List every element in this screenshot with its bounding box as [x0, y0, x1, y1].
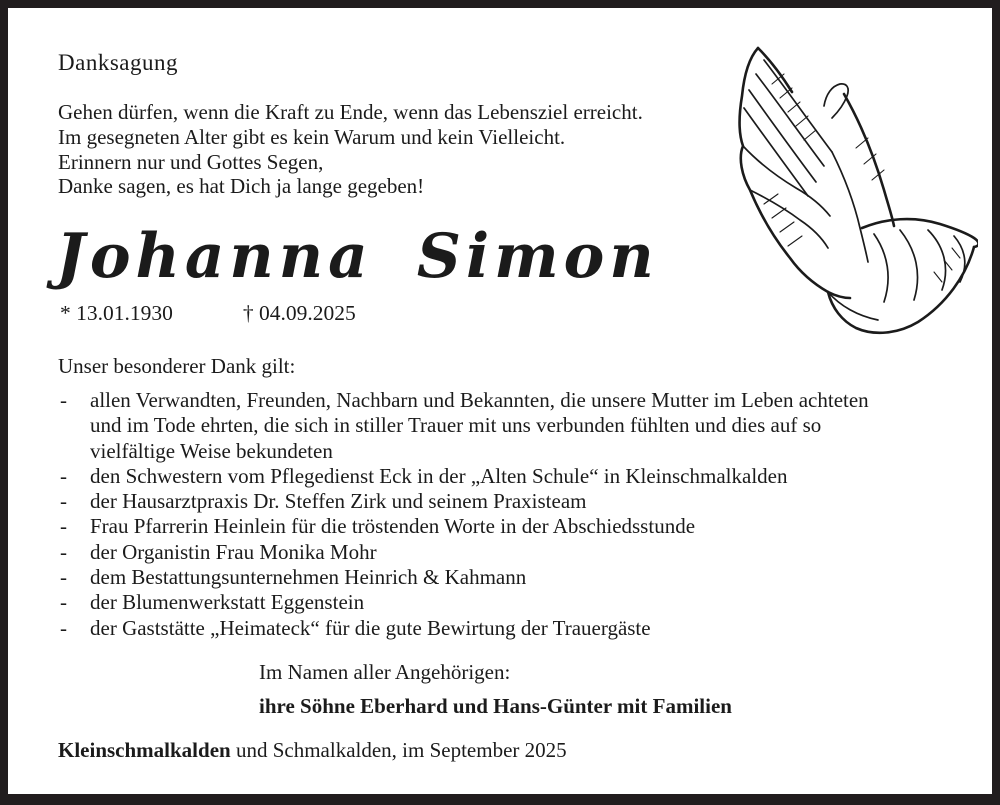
praying-hands-illustration: [716, 32, 978, 344]
thanks-item-text: der Hausarztpraxis Dr. Steffen Zirk und seinem Praxisteam: [90, 489, 587, 514]
life-dates: [60, 301, 356, 326]
in-names-of: Im Namen aller Angehörigen:: [259, 660, 511, 684]
notice-title: Danksagung: [58, 50, 178, 75]
dash-bullet: -: [60, 463, 67, 488]
dash-bullet: -: [60, 489, 67, 514]
thanks-item-text: Frau Pfarrerin Heinlein für die tröstenden Worte in der Abschiedsstunde: [90, 514, 696, 539]
thanks-item: [58, 489, 900, 514]
thanks-item-text: dem Bestattungsunternehmen Heinrich & Kahmann: [90, 565, 527, 590]
footer-location-date: [58, 738, 567, 763]
dash-bullet: -: [60, 590, 67, 615]
thanks-item: [58, 464, 900, 489]
thanks-item: [58, 565, 900, 590]
thanks-item-text: allen Verwandten, Freunden, Nachbarn und Bekannten, die unsere Mutter im Leben achteten und im Tode ehrten, die sich in stiller Trauer mit uns verbunden fühlten und dies auf so vielfältige Weise bekundeten: [90, 388, 869, 463]
thanks-item-text: der Blumenwerkstatt Eggenstein: [90, 590, 365, 615]
thanks-item: [58, 388, 900, 464]
dash-bullet: -: [60, 388, 67, 412]
death-date: † 04.09.2025: [242, 301, 356, 325]
poem-line: Danke sagen, es hat Dich ja lange gegeben!: [58, 174, 425, 199]
poem-line: Gehen dürfen, wenn die Kraft zu Ende, wenn das Lebensziel erreicht.: [58, 100, 643, 124]
poem-line: Im gesegneten Alter gibt es kein Warum und kein Vielleicht.: [58, 124, 566, 149]
dash-bullet: -: [60, 539, 67, 564]
family-line: ihre Söhne Eberhard und Hans-Günter mit Familien: [259, 694, 732, 718]
thanks-item: [58, 514, 900, 539]
deceased-name: Johanna Simon: [56, 221, 659, 292]
footer-location-rest: und Schmalkalden, im September 2025: [230, 738, 567, 762]
memorial-poem: [58, 100, 643, 199]
thanks-item-text: der Organistin Frau Monika Mohr: [90, 539, 377, 564]
poem-line: Erinnern nur und Gottes Segen,: [58, 149, 324, 174]
dash-bullet: -: [60, 615, 67, 640]
thanks-intro: Unser besonderer Dank gilt:: [58, 354, 296, 378]
thanks-item-text: der Gaststätte „Heimateck“ für die gute Bewirtung der Trauergäste: [90, 615, 651, 640]
praying-hands-icon: [716, 32, 978, 344]
footer-location-bold: Kleinschmalkalden: [58, 738, 231, 762]
thanks-item: [58, 590, 900, 615]
birth-date: * 13.01.1930: [60, 301, 173, 325]
thanks-item: [58, 616, 900, 641]
dash-bullet: -: [60, 565, 67, 590]
thanks-item: [58, 540, 900, 565]
dash-bullet: -: [60, 514, 67, 539]
thanks-list: [58, 388, 900, 641]
thanks-item-text: den Schwestern vom Pflegedienst Eck in der „Alten Schule“ in Kleinschmalkalden: [90, 463, 788, 488]
